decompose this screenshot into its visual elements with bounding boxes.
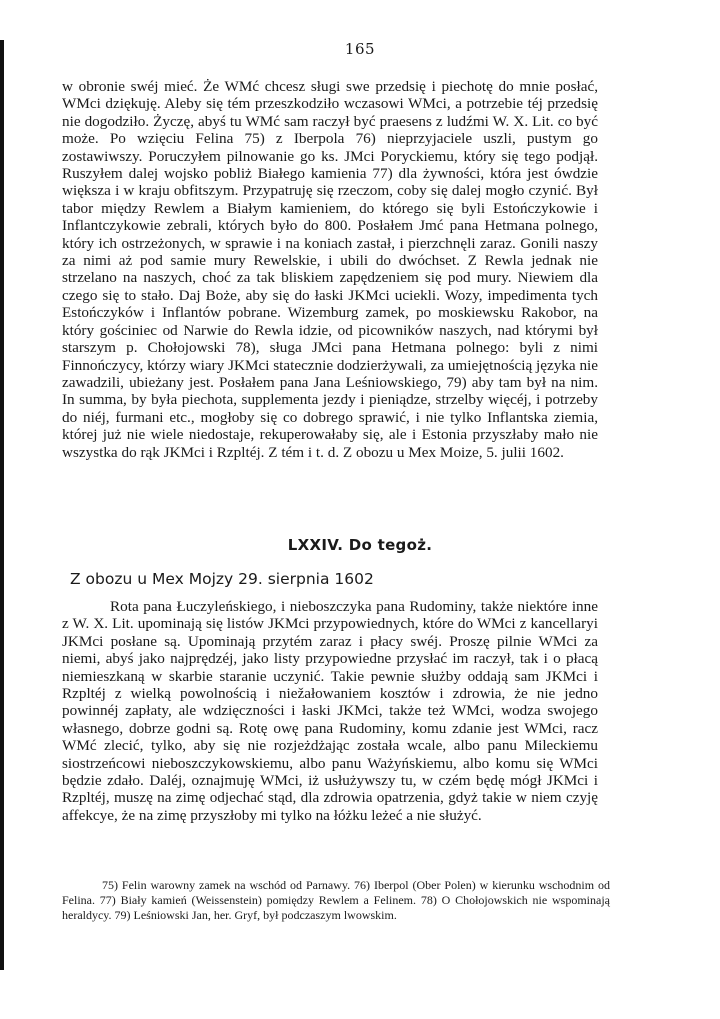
footnote-text: 75) Felin warowny zamek na wschód od Parnawy. 76) Iberpol (Ober Polen) w kierunku wschodnim od Felina. 77) Biały kamień (Weissenstein) pomiędzy Rewlem a Felinem. 78) O Chołojowskich nie wspominają heraldycy. 79) Leśniowski Jan, her. Gryf, był podczaszym lwowskim. [62, 878, 610, 922]
footnotes [62, 878, 610, 923]
paragraph-text: w obronie swéj mieć. Że WMć chcesz sługi swe przedsię i piechotę do mnie posłać, WMci dziękuję. Aleby się tém przeszkodziło wczasowi WMci, a potrzebie téj przedsię nie dogodziło. Życzę, abyś tu WMć sam raczył być praesens z ludźmi W. X. Lit. co być może. Po wzięciu Felina 75) z Iberpola 76) nieprzyjaciele uszli, pustym go zostawiwszy. Poruczyłem pilnowanie go ks. JMci Poryckiemu, który się tego podjął. Ruszyłem dalej wojsko pobliż Białego kamienia 77) dla żywności, która jest ówdzie większa i w kraju obfitszym. Przypatruję się rzeczom, coby się dalej mogło czynić. Był tabor między Rewlem a Białym kamieniem, do którego się byli Estończykowie i Inflantczykowie zebrali, których było do 800. Posłałem Jmć pana Hetmana polnego, który ich ostrzeżonych, w sprawie i na koniach zastał, i pierzchnęli zaraz. Gonili naszy za nimi aż pod samie mury Rewelskie, i ubili do dwóchset. Z Rewla jednak nie strzelano na naszych, choć za tak bliskiem zapędzeniem się pod mury. Niewiem dla czego się to stało. Daj Boże, aby się do łaski JKMci uciekli. Wozy, impedimenta tych Estończyków i Inflantów pobrane. Wizemburg zamek, po moskiewsku Rakobor, na który gościniec od Narwie do Rewla idzie, od picowników naszych, nad którymi był starszym p. Chołojowski 78), sługa JMci pana Hetmana polnego: byli z nimi Finnończycy, którzy wiary JKMci statecznie dodzierżywali, za umiejętnością języka nie zawadzili, ubieżany jest. Posłałem pana Jana Leśniowskiego, 79) aby tam był na nim. In summa, by była piechota, supplementa jezdy i pieniądze, strzelby więcéj, i potrzeby do niéj, furmani etc., mogłoby się co dobrego sprawić, i nie tylko Inflantska ziemia, której już nie wiele niedostaje, rekuperowałaby się, ale i Estonia przyszłaby mało nie wszystka do rąk JKMci i Rzpltéj. Z tém i t. d. Z obozu u Mex Moize, 5. julii 1602. [62, 78, 598, 461]
page-binding-edge [0, 40, 4, 970]
letter-body-paragraph [62, 598, 598, 824]
page-number: 165 [344, 40, 376, 58]
letter-heading: LXXIV. Do tegoż. [287, 536, 433, 554]
letter-dateline: Z obozu u Mex Mojzy 29. sierpnia 1602 [70, 570, 374, 588]
paragraph-text: Rota pana Łuczyleńskiego, i nieboszczyka pana Rudominy, także niektóre inne z W. X. Lit. upominają się listów JKMci przypowiednych, które do WMci z kancellaryi JKMci posłane są. Upominają przytém zaraz i płacy swéj. Proszę pilnie WMci za niemi, abyś jako najprędzéj, jako listy przypowiedne przysłać im raczył, tak i o płacą niemieszkaną w skarbie staranie uczynić. Takie pewnie służby oddają sam JKMci i Rzpltéj z wielką powolnością i niežałowaniem kosztów i zdrowia, że nie jedno powinnéj zapłaty, ale wdzięczności i łaski JKMci, także też WMci, wodza swojego własnego, dobrze godni są. Rotę owę pana Rudominy, komu zdanie jest WMci, racz WMć zlecić, tylko, aby się nie rozjeżdżając została wcale, albo panu Mileckiemu siostrzeńcowi nieboszczykowskiemu, albo panu Ważyńskiemu, albo komu się WMci będzie zdało. Daléj, oznajmuję WMci, iż usłużywszy tu, w czém będę mógł JKMci i Rzpltéj, muszę na zimę odjechać stąd, dla zdrowia opatrzenia, gdyż takie w niem czyję affekcye, że na zimę przyszłoby mi tylko na łóżku leżeć a nie służyć. [62, 598, 598, 824]
letter-continuation-paragraph [62, 78, 598, 461]
